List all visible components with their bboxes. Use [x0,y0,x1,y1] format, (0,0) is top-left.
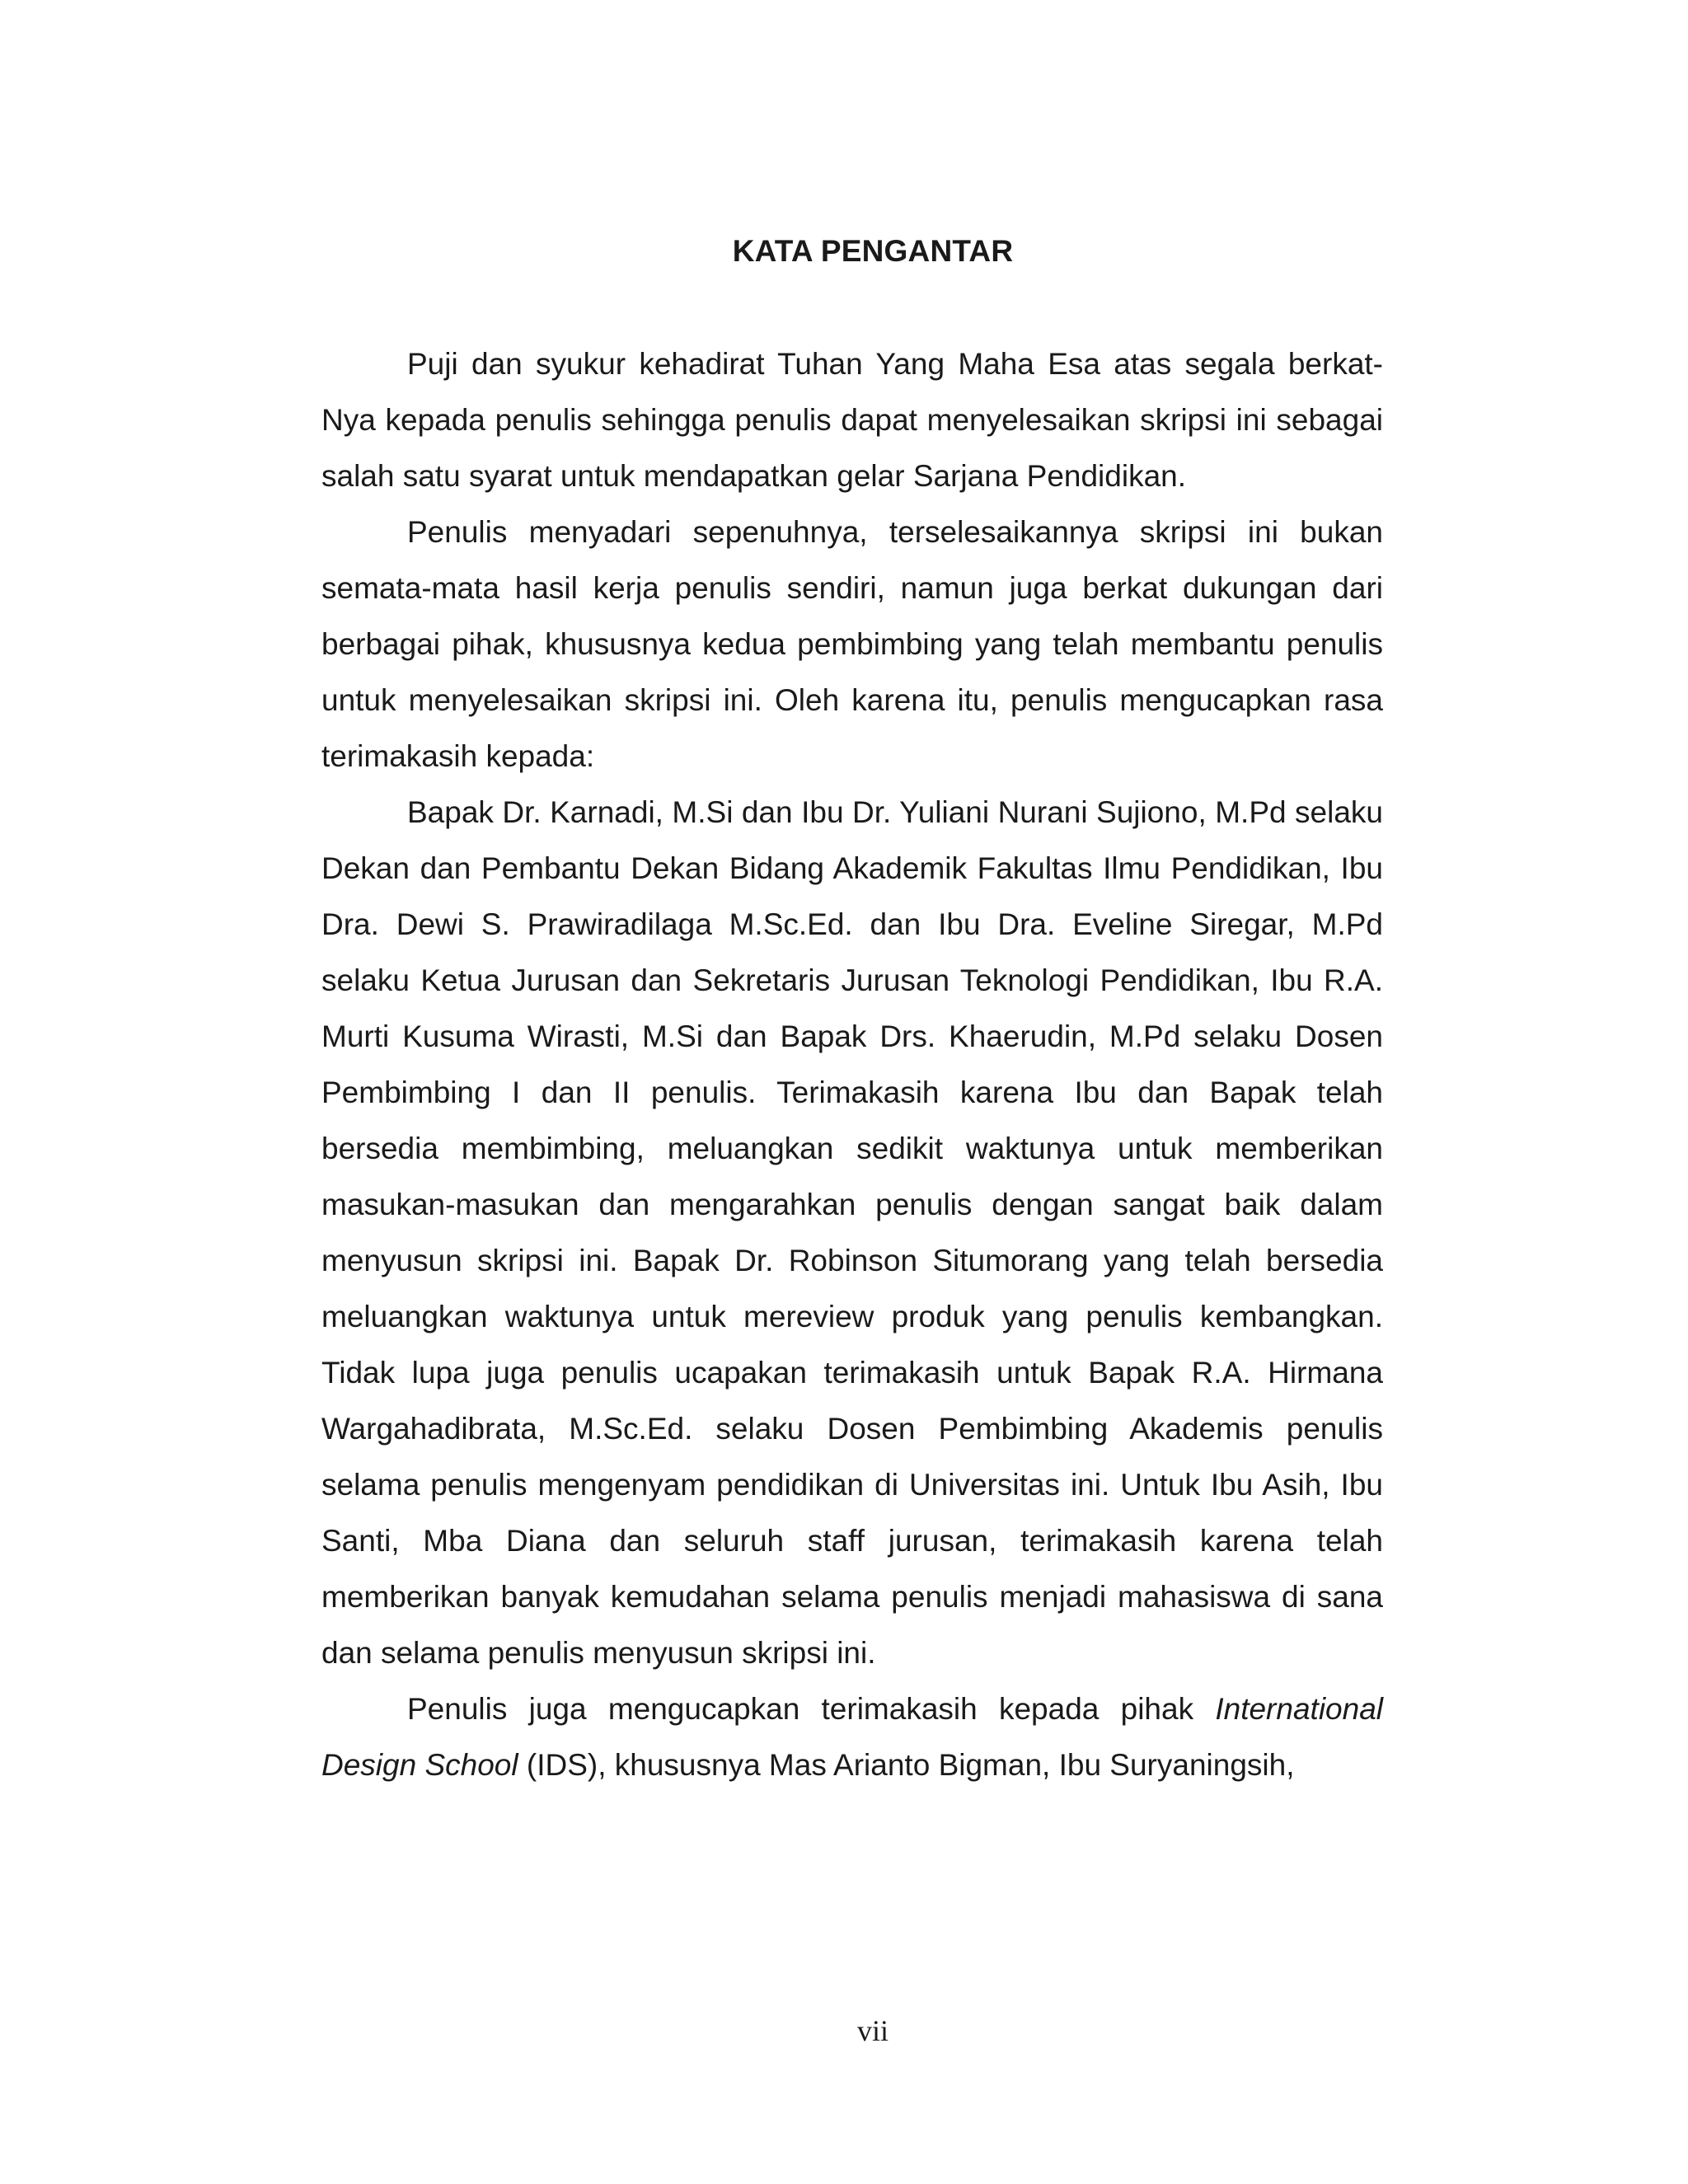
document-body [321,336,1383,1793]
page-number: vii [856,2014,889,2047]
paragraph-opening: Puji dan syukur kehadirat Tuhan Yang Maha Esa atas segala berkat-Nya kepada penulis sehingga penulis dapat menyelesaikan skripsi ini sebagai salah satu syarat untuk mendapatkan gelar Sarjana Pendidikan. [321,347,1383,493]
paragraph-ids-text-after: (IDS), khususnya Mas Arianto Bigman, Ibu Suryaningsih, [518,1748,1295,1782]
page-title: KATA PENGANTAR [732,234,1014,268]
paragraph-acknowledgement-faculty: Bapak Dr. Karnadi, M.Si dan Ibu Dr. Yuliani Nurani Sujiono, M.Pd selaku Dekan dan Pembantu Dekan Bidang Akademik Fakultas Ilmu Pendidikan, Ibu Dra. Dewi S. Prawiradilaga M.Sc.Ed. dan Ibu Dra. Eveline Siregar, M.Pd selaku Ketua Jurusan dan Sekretaris Jurusan Teknologi Pendidikan, Ibu R.A. Murti Kusuma Wirasti, M.Si dan Bapak Drs. Khaerudin, M.Pd selaku Dosen Pembimbing I dan II penulis. Terimakasih karena Ibu dan Bapak telah bersedia membimbing, meluangkan sedikit waktunya untuk memberikan masukan-masukan dan mengarahkan penulis dengan sangat baik dalam menyusun skripsi ini. Bapak Dr. Robinson Situmorang yang telah bersedia meluangkan waktunya untuk mereview produk yang penulis kembangkan. Tidak lupa juga penulis ucapakan terimakasih untuk Bapak R.A. Hirmana Wargahadibrata, M.Sc.Ed. selaku Dosen Pembimbing Akademis penulis selama penulis mengenyam pendidikan di Universitas ini. Untuk Ibu Asih, Ibu Santi, Mba Diana dan seluruh staff jurusan, terimakasih karena telah memberikan banyak kemudahan selama penulis menjadi mahasiswa di sana dan selama penulis menyusun skripsi ini. [321,795,1383,1670]
paragraph-acknowledgement-ids [321,1681,1383,1793]
paragraph-acknowledgement-intro: Penulis menyadari sepenuhnya, terselesaikannya skripsi ini bukan semata-mata hasil kerja penulis sendiri, namun juga berkat dukungan dari berbagai pihak, khususnya kedua pembimbing yang telah membantu penulis untuk menyelesaikan skripsi ini. Oleh karena itu, penulis mengucapkan rasa terimakasih kepada: [321,515,1383,773]
paragraph-ids-text-before: Penulis juga mengucapkan terimakasih kepada pihak [407,1692,1216,1726]
paragraph-ids-italic-name: International Design School [321,1692,1383,1782]
